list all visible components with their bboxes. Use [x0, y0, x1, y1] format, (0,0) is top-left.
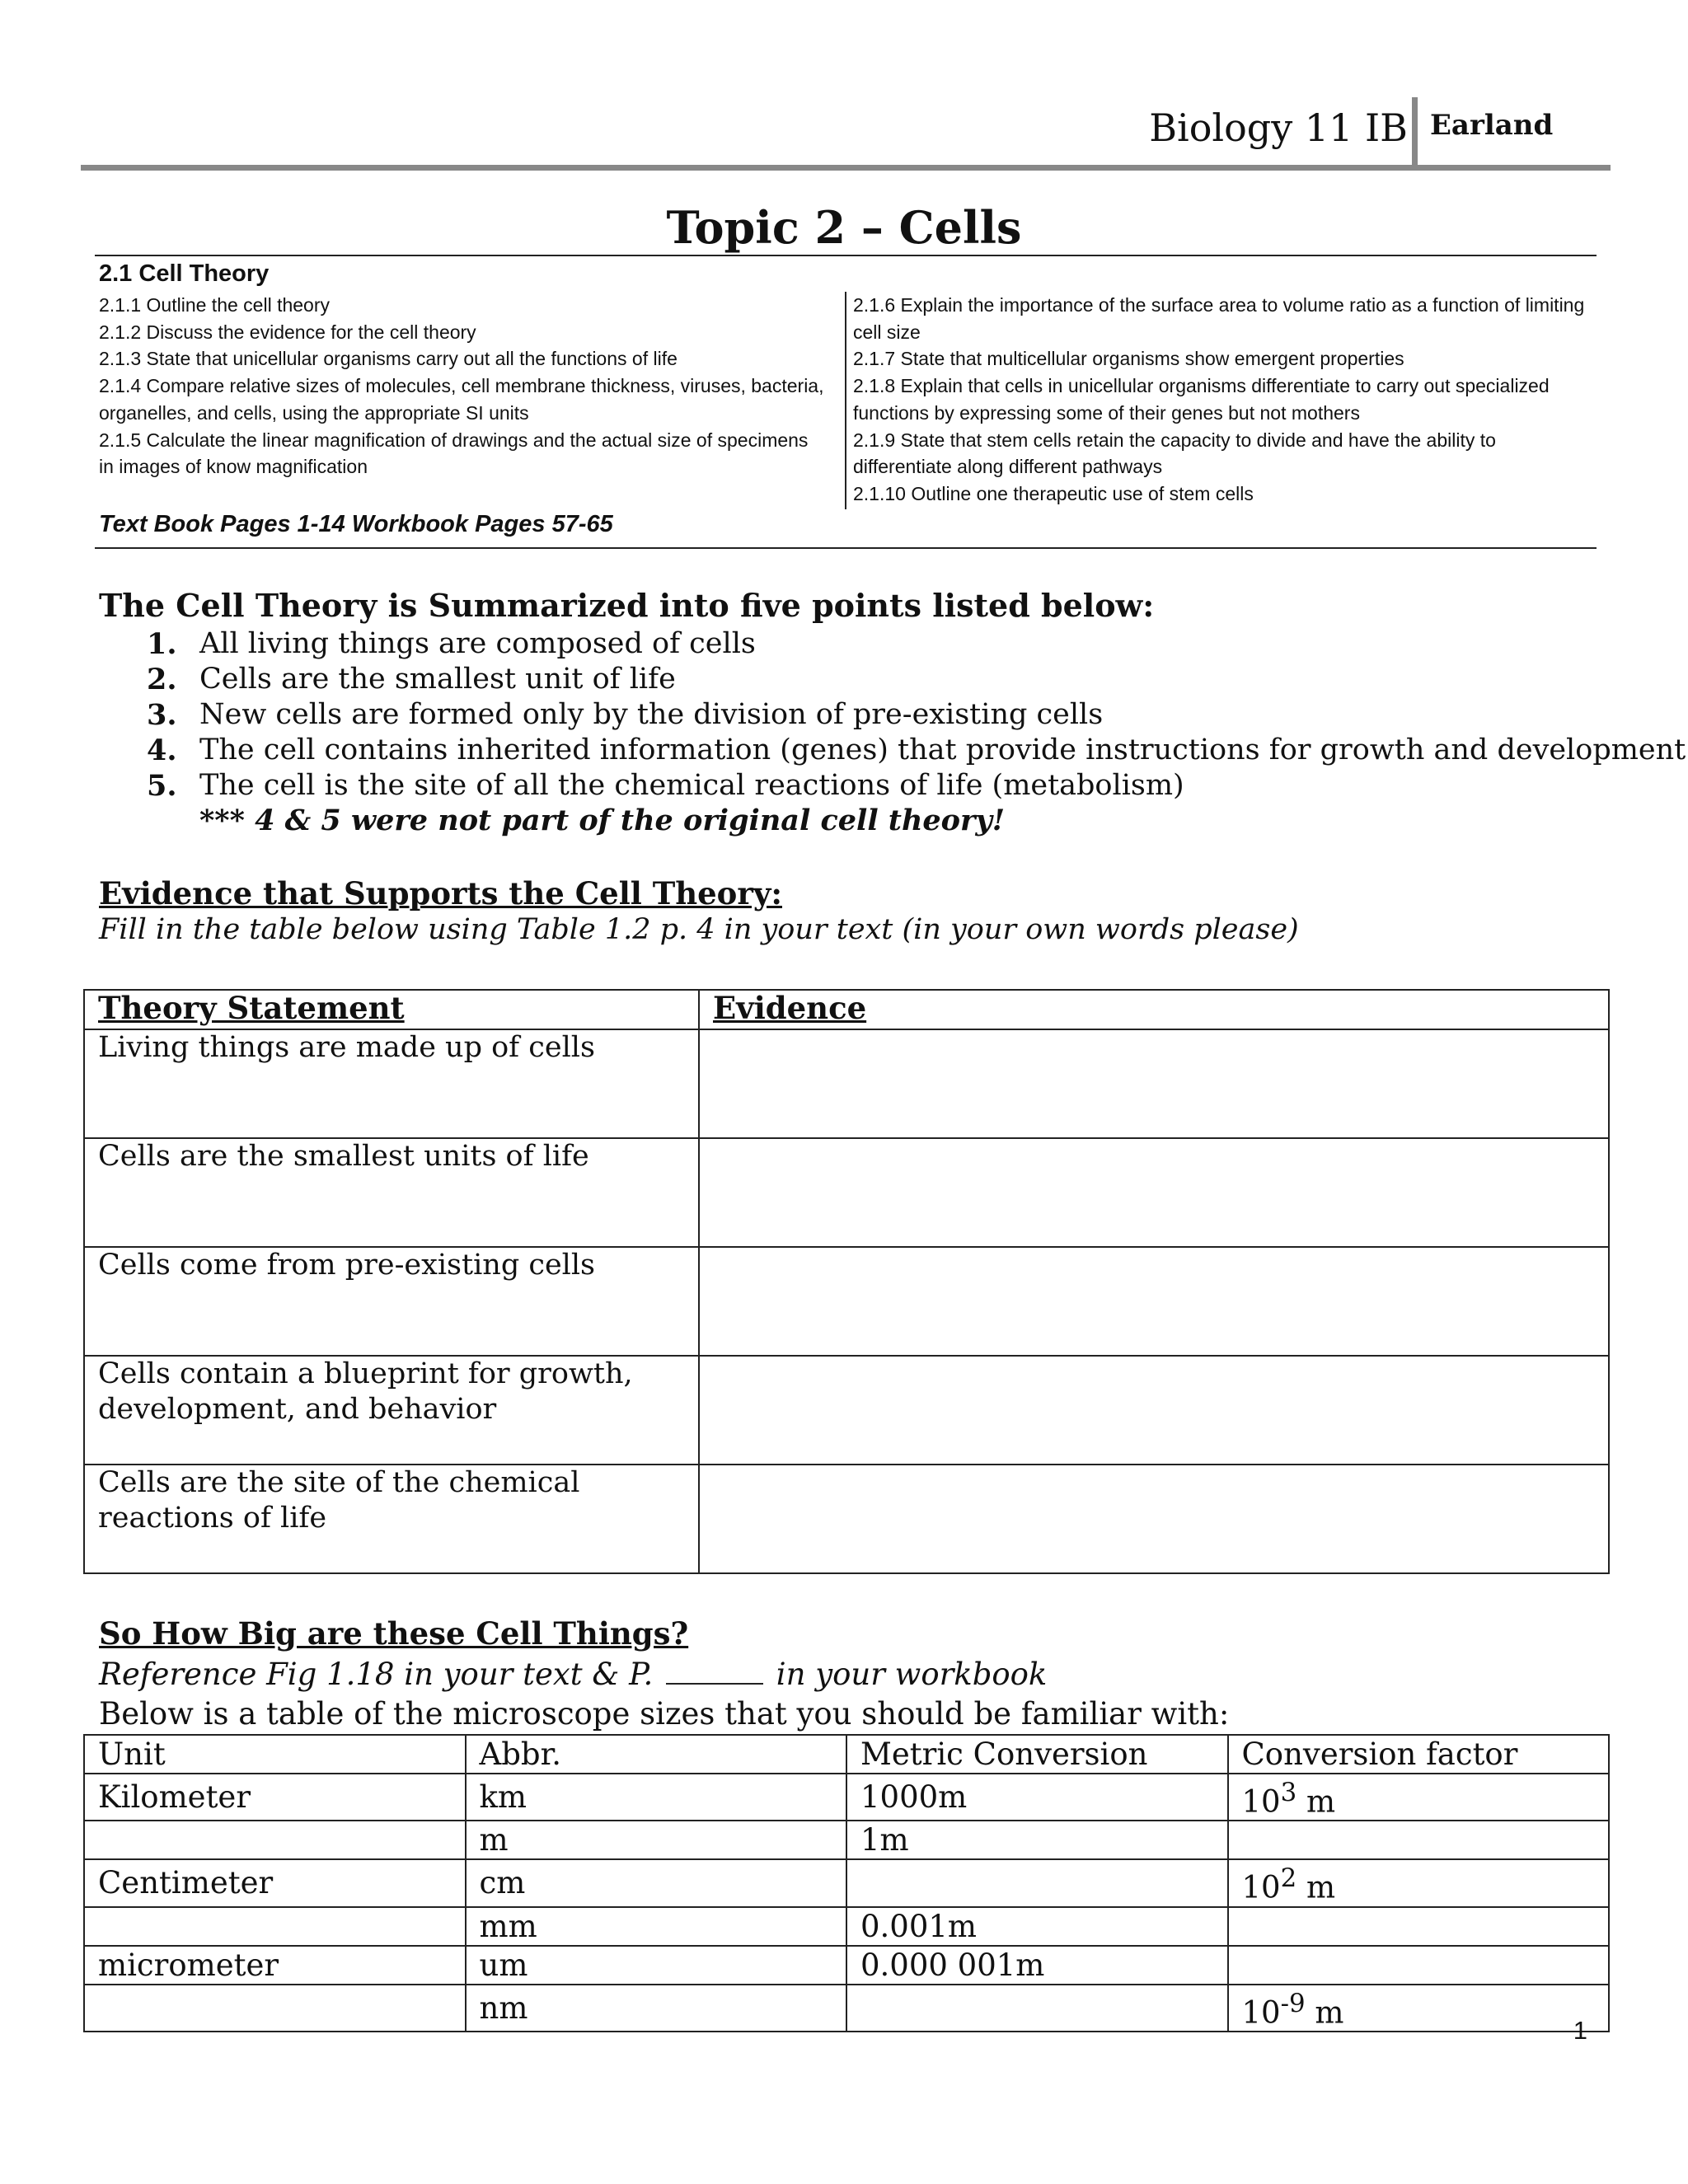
- objective-item: 2.1.8 Explain that cells in unicellular organisms differentiate to carry out specialized functions by expressing some of their genes but not mothers: [853, 375, 1550, 424]
- metric-cell[interactable]: [846, 1859, 1228, 1906]
- factor-cell: $10^2$ m: [1228, 1859, 1610, 1906]
- table-header-row: [84, 990, 1609, 1029]
- table-row: [84, 1138, 1609, 1247]
- evidence-answer-cell[interactable]: [699, 1465, 1609, 1573]
- header-rule: [81, 165, 1611, 171]
- evidence-heading: Evidence that Supports the Cell Theory:: [99, 875, 782, 912]
- unit-cell[interactable]: [84, 1985, 466, 2032]
- table-row: [84, 1465, 1609, 1573]
- course-title: Biology 11 IB: [1149, 105, 1408, 150]
- objectives-divider: [845, 292, 846, 509]
- table-row: [84, 1356, 1609, 1465]
- unit-cell: micrometer: [84, 1946, 466, 1985]
- factor-cell[interactable]: [1228, 1821, 1610, 1859]
- list-item: 4. The cell contains inherited information (genes) that provide instructions for growth and development: [147, 733, 1686, 767]
- factor-cell: $10^{-9}$ m: [1228, 1985, 1610, 2032]
- objective-item: 2.1.1 Outline the cell theory: [99, 294, 330, 316]
- table-row: [84, 1946, 1609, 1985]
- abbr-cell: um: [466, 1946, 847, 1985]
- objective-item: 2.1.7 State that multicellular organisms show emergent properties: [853, 348, 1404, 370]
- objective-item: 2.1.2 Discuss the evidence for the cell theory: [99, 321, 476, 343]
- list-item: 1. All living things are composed of cells: [147, 627, 756, 661]
- textbook-pages: Text Book Pages 1-14 Workbook Pages 57-65: [99, 511, 613, 537]
- title-rule: [95, 255, 1597, 256]
- objectives-bottom-rule: [95, 547, 1597, 549]
- theory-statement: Cells are the site of the chemical reactions of life: [84, 1465, 699, 1573]
- teacher-name: Earland: [1430, 109, 1554, 142]
- sizes-reference: Reference Fig 1.18 in your text & P. in your workbook: [99, 1657, 1048, 1692]
- table-row: [84, 1247, 1609, 1356]
- cell-theory-list: [147, 626, 1686, 804]
- evidence-table: [83, 989, 1610, 1574]
- list-item: 3. New cells are formed only by the division of pre-existing cells: [147, 698, 1104, 732]
- table-row: [84, 1029, 1609, 1138]
- evidence-answer-cell[interactable]: [699, 1138, 1609, 1247]
- evidence-answer-cell[interactable]: [699, 1356, 1609, 1465]
- table-row: [84, 1907, 1609, 1946]
- sizes-description: Below is a table of the microscope sizes that you should be familiar with:: [99, 1696, 1230, 1732]
- unit-cell[interactable]: [84, 1821, 466, 1859]
- metric-cell: 1000m: [846, 1774, 1228, 1821]
- factor-cell[interactable]: [1228, 1907, 1610, 1946]
- table-row: [84, 1774, 1609, 1821]
- sizes-heading: So How Big are these Cell Things?: [99, 1615, 689, 1652]
- col-theory-statement: Theory Statement: [84, 990, 699, 1029]
- theory-statement: Cells come from pre-existing cells: [84, 1247, 699, 1356]
- abbr-cell: km: [466, 1774, 847, 1821]
- theory-statement: Cells are the smallest units of life: [84, 1138, 699, 1247]
- objective-item: 2.1.3 State that unicellular organisms carry out all the functions of life: [99, 348, 678, 370]
- factor-cell: $10^3$ m: [1228, 1774, 1610, 1821]
- abbr-cell: mm: [466, 1907, 847, 1946]
- objective-item: 2.1.10 Outline one therapeutic use of stem cells: [853, 482, 1254, 504]
- table-header-row: [84, 1735, 1609, 1774]
- cell-theory-heading: The Cell Theory is Summarized into five points listed below:: [99, 587, 1155, 624]
- list-item: 5. The cell is the site of all the chemical reactions of life (metabolism): [147, 769, 1184, 803]
- objective-item: 2.1.5 Calculate the linear magnification of drawings and the actual size of specimens in images of know magnification: [99, 429, 809, 478]
- abbr-cell: cm: [466, 1859, 847, 1906]
- objective-item: 2.1.6 Explain the importance of the surface area to volume ratio as a function of limiting cell size: [853, 294, 1585, 343]
- workbook-page-blank[interactable]: [666, 1658, 763, 1685]
- factor-cell[interactable]: [1228, 1946, 1610, 1985]
- page-number: 1: [1573, 2016, 1587, 2045]
- theory-statement: Living things are made up of cells: [84, 1029, 699, 1138]
- header-divider: [1412, 97, 1418, 165]
- abbr-cell: nm: [466, 1985, 847, 2032]
- col-abbr: Abbr.: [466, 1735, 847, 1774]
- list-item: 2. Cells are the smallest unit of life: [147, 663, 676, 696]
- unit-cell: Kilometer: [84, 1774, 466, 1821]
- col-metric-conversion: Metric Conversion: [846, 1735, 1228, 1774]
- table-row: [84, 1859, 1609, 1906]
- units-table: [83, 1734, 1610, 2032]
- evidence-answer-cell[interactable]: [699, 1029, 1609, 1138]
- objective-item: 2.1.4 Compare relative sizes of molecules, cell membrane thickness, viruses, bacteria, organelles, and cells, using the appropriate SI units: [99, 375, 824, 424]
- col-conversion-factor: Conversion factor: [1228, 1735, 1610, 1774]
- cell-theory-note: *** 4 & 5 were not part of the original cell theory!: [199, 804, 1006, 837]
- table-row: [84, 1821, 1609, 1859]
- page-title: Topic 2 – Cells: [666, 201, 1022, 254]
- objectives-left-column: [99, 292, 824, 480]
- evidence-answer-cell[interactable]: [699, 1247, 1609, 1356]
- metric-cell: 1m: [846, 1821, 1228, 1859]
- theory-statement: Cells contain a blueprint for growth, development, and behavior: [84, 1356, 699, 1465]
- objectives-heading: 2.1 Cell Theory: [99, 260, 270, 287]
- objectives-right-column: [853, 292, 1595, 508]
- objective-item: 2.1.9 State that stem cells retain the capacity to divide and have the ability to differentiate along different pathways: [853, 429, 1496, 478]
- metric-cell: 0.000 001m: [846, 1946, 1228, 1985]
- col-unit: Unit: [84, 1735, 466, 1774]
- abbr-cell: m: [466, 1821, 847, 1859]
- unit-cell: Centimeter: [84, 1859, 466, 1906]
- metric-cell: 0.001m: [846, 1907, 1228, 1946]
- evidence-instructions: Fill in the table below using Table 1.2 p. 4 in your text (in your own words please): [99, 913, 1299, 946]
- col-evidence: Evidence: [699, 990, 1609, 1029]
- unit-cell[interactable]: [84, 1907, 466, 1946]
- metric-cell[interactable]: [846, 1985, 1228, 2032]
- table-row: [84, 1985, 1609, 2032]
